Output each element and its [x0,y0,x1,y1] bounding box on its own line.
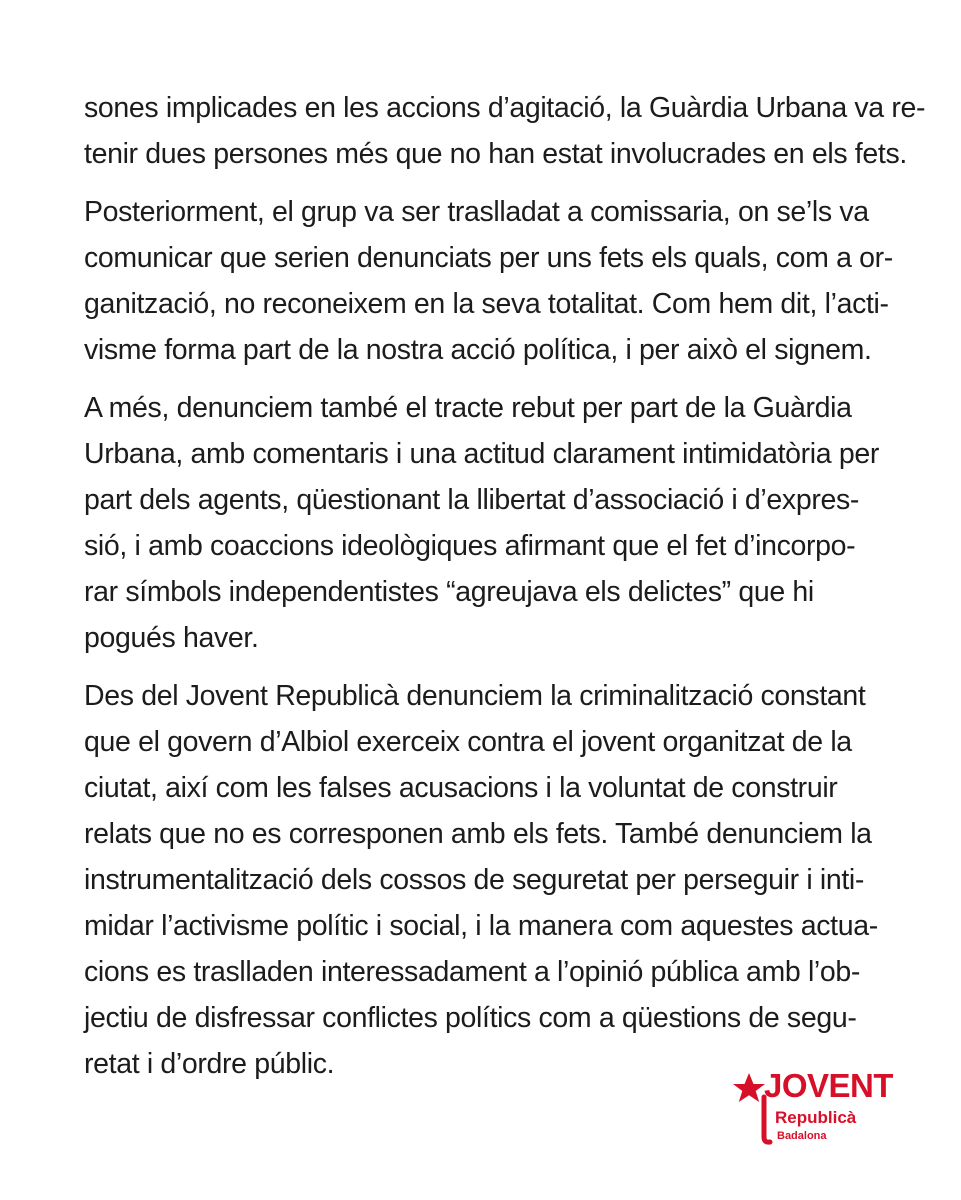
paragraph [84,385,884,661]
text-line: cions es traslladen interessadament a l’opinió pública amb l’ob- [84,956,861,988]
text-line: tenir dues persones més que no han estat involucrades en els fets. [84,138,907,170]
text-line: sones implicades en les accions d’agitació, la Guàrdia Urbana va re- [84,92,926,124]
text-line: A més, denunciem també el tracte rebut per part de la Guàrdia [84,392,852,424]
text-line: midar l’activisme polític i social, i la manera com aquestes actua- [84,910,878,942]
text-line: part dels agents, qüestionant la llibertat d’associació i d’expres- [84,484,859,516]
jovent-republica-logo [733,1063,893,1153]
text-line: pogués haver. [84,622,259,654]
paragraph [84,673,884,1087]
text-line: instrumentalització dels cossos de seguretat per perseguir i inti- [84,864,865,896]
paragraph [84,85,926,177]
text-line: rar símbols independentistes “agreujava els delictes” que hi [84,576,814,608]
text-line: visme forma part de la nostra acció política, i per això el signem. [84,334,872,366]
text-line: retat i d’ordre públic. [84,1048,335,1080]
logo-line-jovent: JOVENT [764,1067,893,1104]
text-line: comunicar que serien denunciats per uns fets els quals, com a or- [84,242,893,274]
text-line: ciutat, així com les falses acusacions i la voluntat de construir [84,772,838,804]
text-line: Des del Jovent Republicà denunciem la criminalització constant [84,680,866,712]
text-line: jectiu de disfressar conflictes polítics com a qüestions de segu- [84,1002,857,1034]
logo-line-republica: Republicà [775,1108,857,1127]
text-line: ganització, no reconeixem en la seva totalitat. Com hem dit, l’acti- [84,288,889,320]
text-line: relats que no es corresponen amb els fets. També denunciem la [84,818,872,850]
text-line: sió, i amb coaccions ideològiques afirmant que el fet d’incorpo- [84,530,856,562]
star-icon [733,1073,765,1102]
paragraph [84,189,893,373]
text-line: Posteriorment, el grup va ser traslladat a comissaria, on se’ls va [84,196,869,228]
text-line: que el govern d’Albiol exerceix contra el jovent organitzat de la [84,726,852,758]
text-line: Urbana, amb comentaris i una actitud clarament intimidatòria per [84,438,879,470]
logo-line-badalona: Badalona [777,1130,827,1142]
document-body [84,85,926,1099]
